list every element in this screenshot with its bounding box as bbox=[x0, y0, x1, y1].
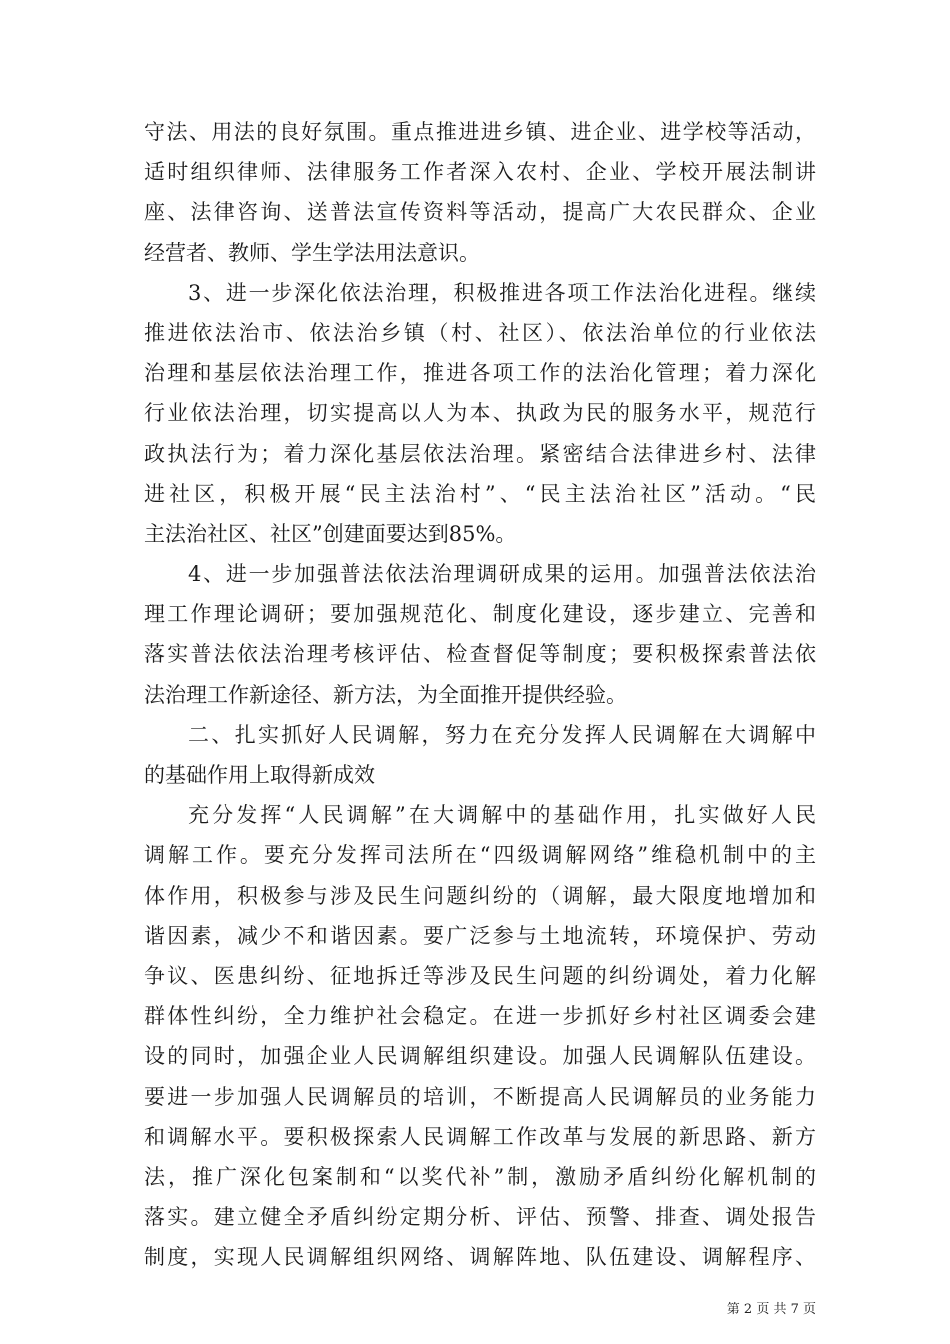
text-line: 体作用，积极参与涉及民生问题纠纷的（调解，最大限度地增加和 bbox=[144, 883, 816, 908]
text-line: 主法治社区、社区”创建面要达到85%。 bbox=[144, 521, 517, 546]
section-heading-line: 的基础作用上取得新成效 bbox=[144, 763, 375, 787]
text-line: 调解工作。要充分发挥司法所在“四级调解网络”维稳机制中的主 bbox=[144, 843, 816, 868]
text-line: 落实普法依法治理考核评估、检查督促等制度；要积极探索普法依 bbox=[144, 642, 816, 667]
page-number: 第 2 页 共 7 页 bbox=[726, 1302, 816, 1317]
text-line: 群体性纠纷，全力维护社会稳定。在进一步抓好乡村社区调委会建 bbox=[144, 1004, 816, 1029]
body-text bbox=[144, 112, 816, 1277]
text-line: 法治理工作新途径、新方法，为全面推开提供经验。 bbox=[144, 682, 627, 707]
text-line: 政执法行为；着力深化基层依法治理。紧密结合法律进乡村、法律 bbox=[144, 441, 816, 466]
text-line: 谐因素，减少不和谐因素。要广泛参与土地流转，环境保护、劳动 bbox=[144, 923, 816, 948]
text-line: 制度，实现人民调解组织网络、调解阵地、队伍建设、调解程序、 bbox=[144, 1245, 816, 1270]
text-line: 经营者、教师、学生学法用法意识。 bbox=[144, 240, 480, 265]
text-line: 要进一步加强人民调解员的培训，不断提高人民调解员的业务能力 bbox=[144, 1084, 816, 1109]
text-line: 治理和基层依法治理工作，推进各项工作的法治化管理；着力深化 bbox=[144, 361, 816, 386]
text-line: 争议、医患纠纷、征地拆迁等涉及民生问题的纠纷调处，着力化解 bbox=[144, 963, 816, 988]
text-line: 设的同时，加强企业人民调解组织建设。加强人民调解队伍建设。 bbox=[144, 1044, 816, 1069]
text-line: 充分发挥“人民调解”在大调解中的基础作用，扎实做好人民 bbox=[188, 803, 816, 828]
text-line: 法，推广深化包案制和“以奖代补”制，激励矛盾纠纷化解机制的 bbox=[144, 1164, 816, 1189]
text-line: 进社区，积极开展“民主法治村”、“民主法治社区”活动。“民 bbox=[144, 481, 816, 506]
text-line: 4、进一步加强普法依法治理调研成果的运用。加强普法依法治 bbox=[188, 562, 816, 587]
text-line: 守法、用法的良好氛围。重点推进进乡镇、进企业、进学校等活动， bbox=[144, 120, 816, 144]
text-line: 适时组织律师、法律服务工作者深入农村、企业、学校开展法制讲 bbox=[144, 160, 816, 185]
text-line: 3、进一步深化依法治理，积极推进各项工作法治化进程。继续 bbox=[188, 280, 816, 305]
text-line: 座、法律咨询、送普法宣传资料等活动，提高广大农民群众、企业 bbox=[144, 200, 816, 225]
text-line: 理工作理论调研；要加强规范化、制度化建设，逐步建立、完善和 bbox=[144, 602, 816, 627]
section-heading-line: 二、扎实抓好人民调解，努力在充分发挥人民调解在大调解中 bbox=[188, 722, 816, 747]
text-line: 推进依法治市、依法治乡镇（村、社区）、依法治单位的行业依法 bbox=[144, 320, 816, 345]
text-line: 和调解水平。要积极探索人民调解工作改革与发展的新思路、新方 bbox=[144, 1124, 816, 1149]
text-line: 落实。建立健全矛盾纠纷定期分析、评估、预警、排查、调处报告 bbox=[144, 1205, 816, 1230]
text-line: 行业依法治理，切实提高以人为本、执政为民的服务水平，规范行 bbox=[144, 401, 816, 426]
